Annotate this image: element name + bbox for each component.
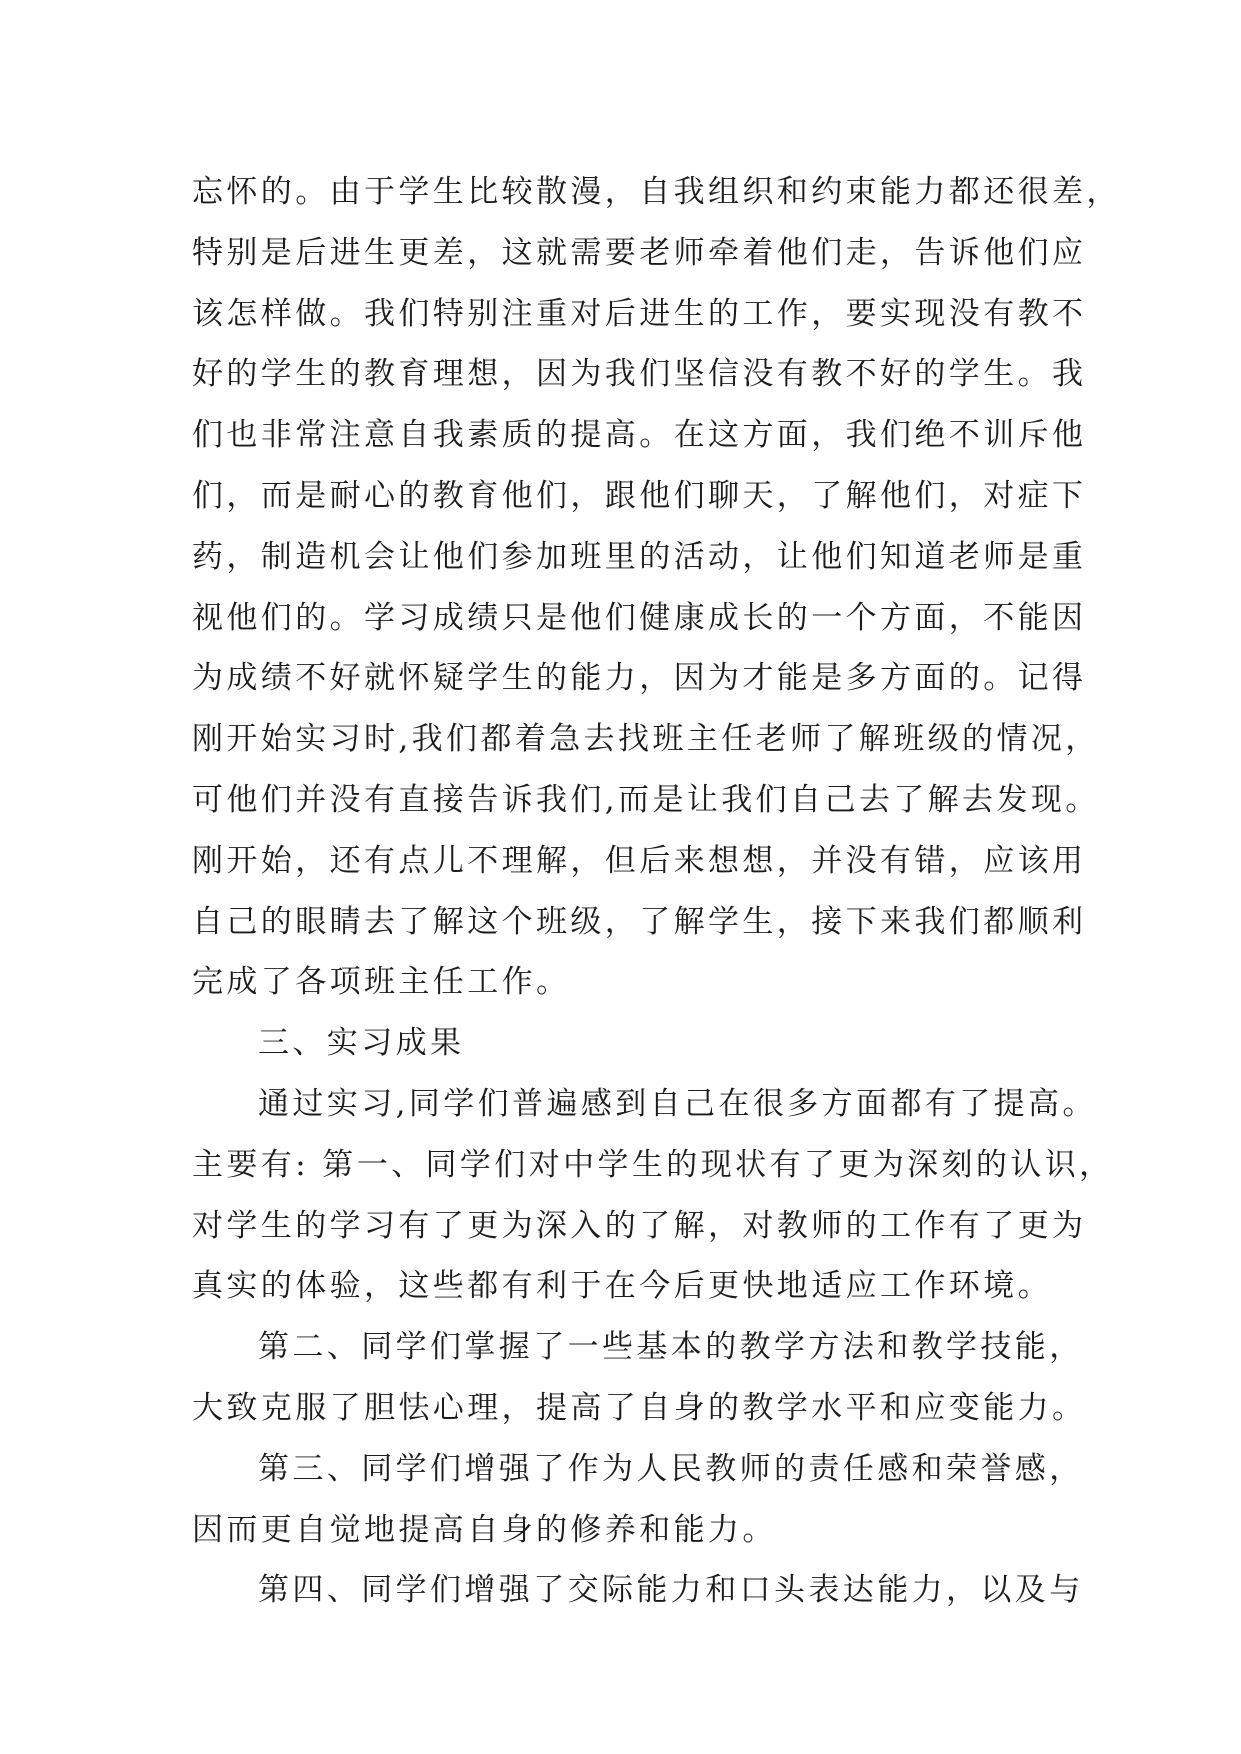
text-line: 为成绩不好就怀疑学生的能力，因为才能是多方面的。记得 (192, 660, 1087, 697)
text-line: 可他们并没有直接告诉我们,而是让我们自己去了解去发现。 (192, 781, 1100, 818)
text-line: 该怎样做。我们特别注重对后进生的工作，要实现没有教不 (192, 295, 1087, 332)
text-line: 真实的体验，这些都有利于在今后更快地适应工作环境。 (192, 1268, 1052, 1305)
text-line: 视他们的。学习成绩只是他们健康成长的一个方面，不能因 (192, 599, 1087, 636)
text-line: 好的学生的教育理想，因为我们坚信没有教不好的学生。我 (192, 356, 1087, 393)
body-text (192, 162, 1121, 1621)
text-line: 自己的眼睛去了解这个班级，了解学生，接下来我们都顺利 (192, 903, 1087, 940)
text-line: 刚开始，还有点儿不理解，但后来想想，并没有错，应该用 (192, 842, 1087, 879)
text-line: 特别是后进生更差，这就需要老师牵着他们走，告诉他们应 (192, 234, 1087, 271)
text-line: 主要有: 第一、同学们对中学生的现状有了更为深刻的认识， (192, 1146, 1114, 1183)
text-line: 因而更自觉地提高自身的修养和能力。 (192, 1511, 777, 1548)
text-line: 们也非常注意自我素质的提高。在这方面，我们绝不训斥他 (192, 417, 1087, 454)
text-line: 第三、同学们增强了作为人民教师的责任感和荣誉感， (258, 1450, 1084, 1487)
text-line: 刚开始实习时,我们都着急去找班主任老师了解班级的情况， (192, 721, 1100, 758)
text-line: 三、实习成果 (258, 1025, 465, 1062)
text-line: 药，制造机会让他们参加班里的活动，让他们知道老师是重 (192, 538, 1087, 575)
text-line: 大致克服了胆怯心理，提高了自身的教学水平和应变能力。 (192, 1389, 1087, 1426)
text-line: 通过实习,同学们普遍感到自己在很多方面都有了提高。 (258, 1085, 1097, 1122)
text-line: 忘怀的。由于学生比较散漫，自我组织和约束能力都还很差， (192, 174, 1121, 210)
text-line: 们，而是耐心的教育他们，跟他们聊天，了解他们，对症下 (192, 477, 1087, 514)
text-line: 第二、同学们掌握了一些基本的教学方法和教学技能， (258, 1329, 1084, 1366)
text-line: 第四、同学们增强了交际能力和口头表达能力，以及与 (258, 1572, 1084, 1609)
text-line: 对学生的学习有了更为深入的了解，对教师的工作有了更为 (192, 1207, 1087, 1244)
text-line: 完成了各项班主任工作。 (192, 964, 571, 1001)
